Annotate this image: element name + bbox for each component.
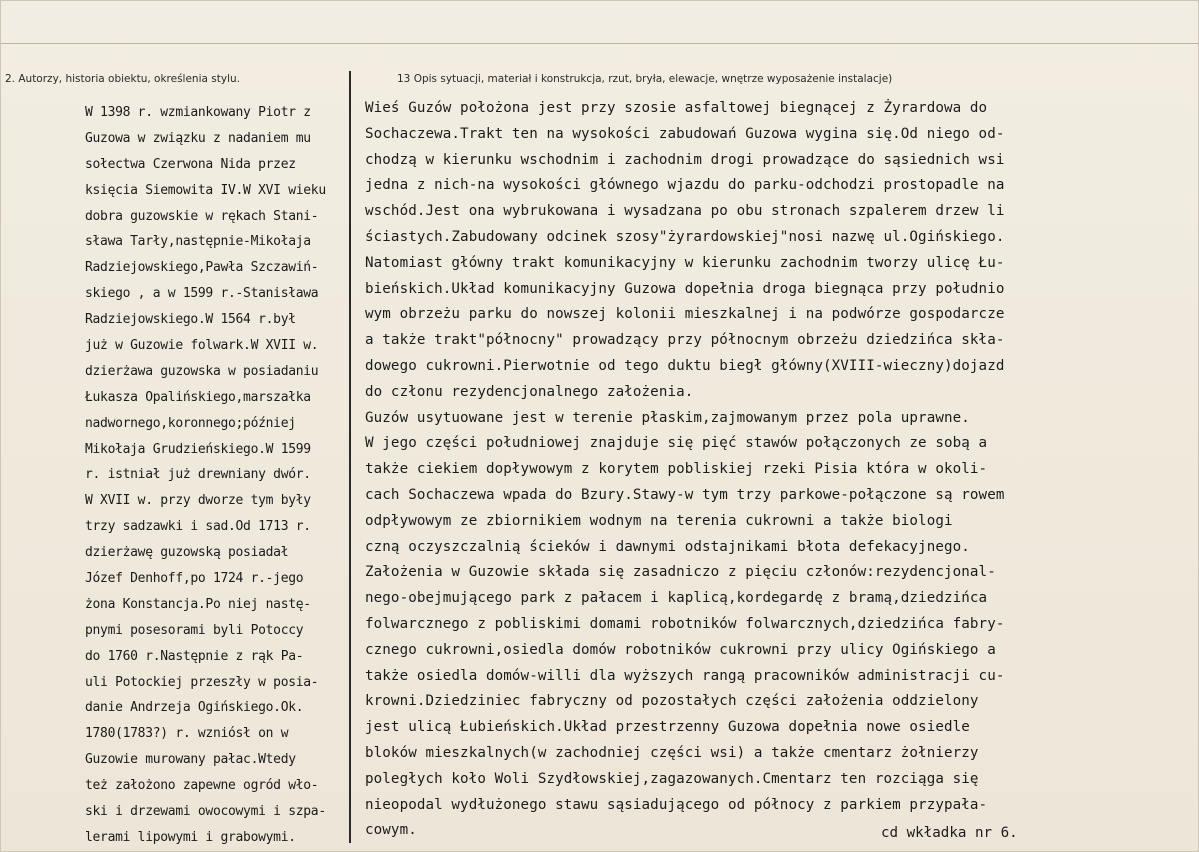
history-column bbox=[85, 100, 347, 851]
description-text-line: czną oczyszczalnią ścieków i dawnymi odstajnikami błota defekacyjnego. bbox=[365, 538, 970, 555]
history-text-line: Józef Denhoff,po 1724 r.-jego bbox=[85, 571, 304, 587]
history-text-line: skiego , a w 1599 r.-Stanisława bbox=[85, 286, 319, 302]
description-text-line: cowym. bbox=[365, 822, 417, 839]
history-text-line: pnymi posesorami byli Potoccy bbox=[85, 622, 304, 638]
history-text-line: dzierżawa guzowska w posiadaniu bbox=[85, 363, 319, 379]
description-text-line: wschód.Jest ona wybrukowana i wysadzana po obu stronach szpalerem drzew li bbox=[365, 203, 1005, 220]
section-13-heading: 13 Opis sytuacji, materiał i konstrukcja, rzut, bryła, elewacje, wnętrze wyposażenie instalacje) bbox=[397, 73, 893, 85]
description-text-line: Guzów usytuowane jest w terenie płaskim,zajmowanym przez pola uprawne. bbox=[365, 409, 970, 426]
history-text-line: W XVII w. przy dworze tym były bbox=[85, 493, 311, 509]
description-text-line: do członu rezydencjonalnego założenia. bbox=[365, 383, 694, 400]
history-text-line: Radziejowskiego,Pawła Szczawiń- bbox=[85, 260, 319, 276]
description-text-line: także ciekiem dopływowym z korytem pobliskiej rzeki Pisia która w okoli- bbox=[365, 461, 988, 478]
history-text-line: r. istniał już drewniany dwór. bbox=[85, 467, 311, 483]
history-text-line: już w Guzowie folwark.W XVII w. bbox=[85, 338, 319, 354]
top-rule bbox=[1, 43, 1198, 44]
description-text-line: krowni.Dziedziniec fabryczny od pozostałych części założenia oddzielony bbox=[365, 693, 979, 710]
history-text-line: nadwornego,koronnego;później bbox=[85, 415, 296, 431]
history-text-line: żona Konstancja.Po niej nastę- bbox=[85, 596, 311, 612]
description-text-line: cach Sochaczewa wpada do Bzury.Stawy-w tym trzy parkowe-połączone są rowem bbox=[365, 486, 1005, 503]
description-text-line: Natomiast główny trakt komunikacyjny w kierunku zachodnim tworzy ulicę Łu- bbox=[365, 254, 1005, 271]
description-text-line: chodzą w kierunku wschodnim i zachodnim drogi prowadzące do sąsiednich wsi bbox=[365, 151, 1005, 168]
column-divider bbox=[349, 71, 351, 843]
history-text-line: Guzowie murowany pałac.Wtedy bbox=[85, 752, 296, 768]
history-text-line: lerami lipowymi i grabowymi. bbox=[85, 829, 296, 845]
description-text-line: nego-obejmującego park z pałacem i kaplicą,kordegardę z bramą,dziedzińca bbox=[365, 590, 988, 607]
history-text-line: księcia Siemowita IV.W XVI wieku bbox=[85, 182, 326, 198]
history-text-line: Łukasza Opalińskiego,marszałka bbox=[85, 389, 311, 405]
history-text-line: też założono zapewne ogród wło- bbox=[85, 778, 319, 794]
history-text-line: sołectwa Czerwona Nida przez bbox=[85, 156, 296, 172]
history-text-line: sława Tarły,następnie-Mikołaja bbox=[85, 234, 311, 250]
description-text-line: także osiedla domów-willi dla wyższych rangą pracowników administracji cu- bbox=[365, 667, 1005, 684]
description-text-line: ściastych.Zabudowany odcinek szosy"żyrardowskiej"nosi nazwę ul.Ogińskiego. bbox=[365, 228, 1005, 245]
history-text-line: dobra guzowskie w rękach Stani- bbox=[85, 208, 319, 224]
section-2-heading: 2. Autorzy, historia obiektu, określenia stylu. bbox=[5, 73, 240, 85]
description-text-line: nieopodal wydłużonego stawu sąsiadującego od północy z parkiem przypała- bbox=[365, 796, 988, 813]
history-text-line: 1780(1783?) r. wzniósł on w bbox=[85, 726, 289, 742]
history-text-line: trzy sadzawki i sad.Od 1713 r. bbox=[85, 519, 311, 535]
history-text-line: Mikołaja Grudzieńskiego.W 1599 bbox=[85, 441, 311, 457]
description-text-line: a także trakt"północny" prowadzący przy północnym obrzeżu dziedzińca skła- bbox=[365, 332, 1005, 349]
history-text-line: do 1760 r.Następnie z rąk Pa- bbox=[85, 648, 304, 664]
description-text-line: cznego cukrowni,osiedla domów robotników cukrowni przy ulicy Ogińskiego a bbox=[365, 641, 996, 658]
history-text-line: dzierżawę guzowską posiadał bbox=[85, 545, 289, 561]
history-text-line: Guzowa w związku z nadaniem mu bbox=[85, 130, 311, 146]
description-text-line: odpływowym ze zbiornikiem wodnym na terenia cukrowni a także biologi bbox=[365, 512, 953, 529]
description-text-line: folwarcznego z pobliskimi domami robotników folwarcznych,dziedzińca fabry- bbox=[365, 615, 1005, 632]
description-text-line: jedna z nich-na wysokości głównego wjazdu do parku-odchodzi prostopadle na bbox=[365, 177, 1005, 194]
description-text-line: jest ulicą Łubieńskich.Układ przestrzenny Guzowa dopełnia nowe osiedle bbox=[365, 719, 970, 736]
description-column bbox=[365, 96, 1195, 844]
description-text-line: poległych koło Woli Szydłowskiej,zagazowanych.Cmentarz ten rozciąga się bbox=[365, 770, 979, 787]
description-text-line: dowego cukrowni.Pierwotnie od tego duktu biegł główny(XVIII-wieczny)dojazd bbox=[365, 357, 1005, 374]
description-text-line: bloków mieszkalnych(w zachodniej części wsi) a także cmentarz żołnierzy bbox=[365, 744, 979, 761]
history-text-line: Radziejowskiego.W 1564 r.był bbox=[85, 312, 296, 328]
history-text-line: danie Andrzeja Ogińskiego.Ok. bbox=[85, 700, 304, 716]
description-text-line: Założenia w Guzowie składa się zasadniczo z pięciu członów:rezydencjonal- bbox=[365, 564, 996, 581]
history-text-line: uli Potockiej przeszły w posia- bbox=[85, 674, 319, 690]
description-text-line: bieńskich.Układ komunikacyjny Guzowa dopełnia droga biegnąca przy południo bbox=[365, 280, 1005, 297]
history-text-line: W 1398 r. wzmiankowany Piotr z bbox=[85, 105, 311, 120]
description-text-line: wym obrzeżu parku do nowszej kolonii mieszkalnej i na podwórze gospodarcze bbox=[365, 306, 1005, 323]
continuation-note: cd wkładka nr 6. bbox=[881, 825, 1018, 841]
description-text-line: Wieś Guzów położona jest przy szosie asfaltowej biegnącej z Żyrardowa do bbox=[365, 100, 988, 116]
description-text-line: W jego części południowej znajduje się pięć stawów połączonych ze sobą a bbox=[365, 435, 988, 452]
description-text-line: Sochaczewa.Trakt ten na wysokości zabudowań Guzowa wygina się.Od niego od- bbox=[365, 125, 1005, 142]
history-text-line: ski i drzewami owocowymi i szpa- bbox=[85, 804, 326, 820]
